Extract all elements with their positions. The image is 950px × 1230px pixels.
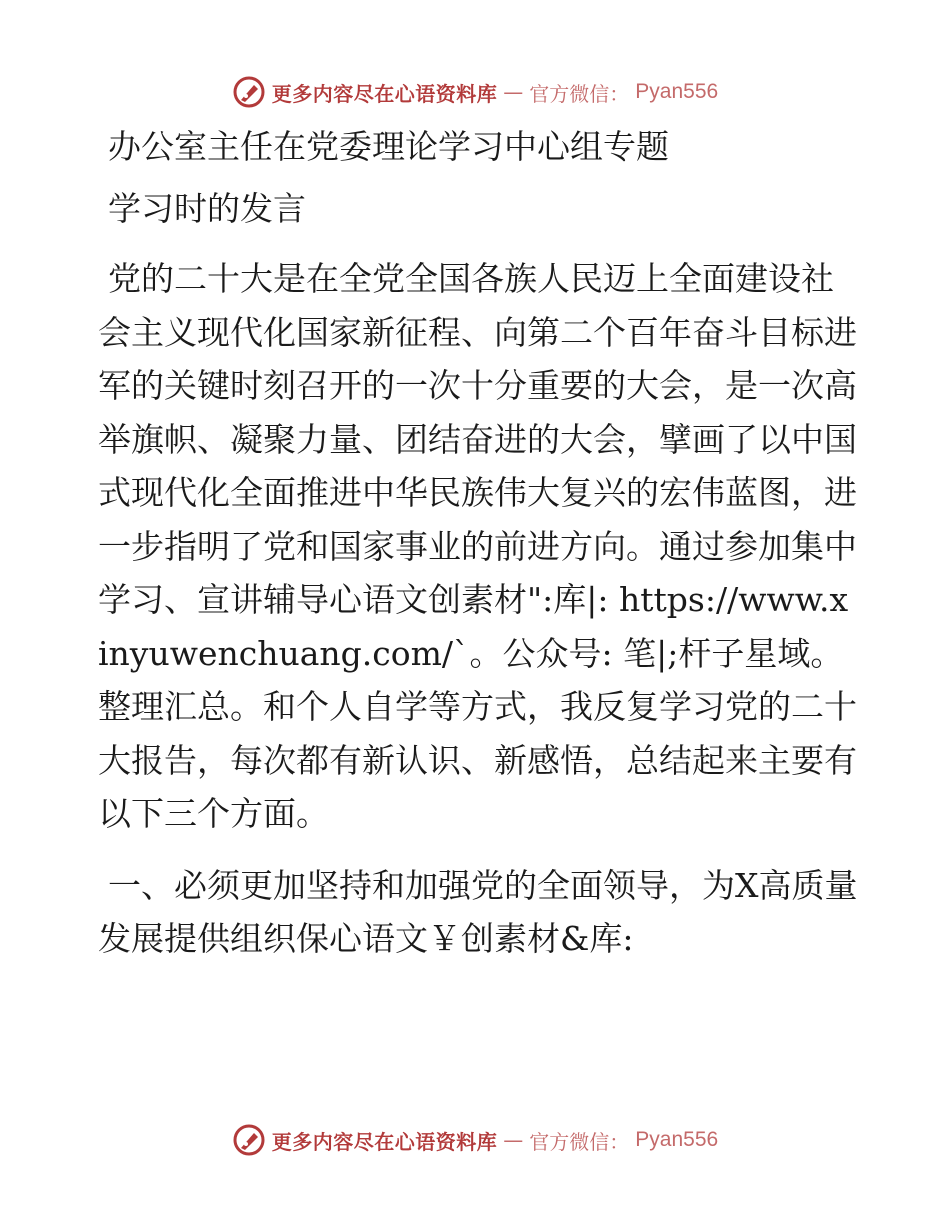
pen-nib-logo-icon	[232, 1123, 266, 1157]
banner-site-name: 更多内容尽在心语资料库	[271, 81, 498, 106]
banner-site-name: 更多内容尽在心语资料库	[271, 1129, 498, 1154]
document-body	[98, 122, 858, 966]
pen-nib-logo-icon	[232, 75, 266, 109]
header-banner	[0, 72, 950, 112]
banner-wechat-id: Pyan556	[635, 80, 719, 103]
banner-separator: —	[503, 1128, 524, 1152]
section-heading-1: 一、必须更加坚持和加强党的全面领导，为X高质量发展提供组织保心语文￥创素材&库:	[98, 865, 858, 958]
document-title-line-1: 办公室主任在党委理论学习中心组专题	[108, 127, 669, 166]
banner-wechat-id: Pyan556	[635, 1128, 719, 1151]
banner-separator: —	[503, 80, 524, 104]
banner-wechat-label: 官方微信：	[529, 81, 630, 106]
body-paragraph: 党的二十大是在全党全国各族人民迈上全面建设社会主义现代化国家新征程、向第二个百年奋斗目标进军的关键时刻召开的一次十分重要的大会，是一次高举旗帜、凝聚力量、团结奋进的大会，擘画了以中国式现代化全面推进中华民族伟大复兴的宏伟蓝图，进一步指明了党和国家事业的前进方向。通过参加集中学习、宣讲辅导心语文创素材":库|: https://www.xinyuwenchuang.com/`。公众号: 笔|;杆子星域。整理汇总。和个人自学等方式，我反复学习党的二十大报告，每次都有新认识、新感悟，总结起来主要有以下三个方面。	[98, 259, 857, 833]
banner-wechat-label: 官方微信：	[529, 1129, 630, 1154]
footer-banner	[0, 1120, 950, 1160]
document-title-line-2: 学习时的发言	[108, 189, 306, 228]
